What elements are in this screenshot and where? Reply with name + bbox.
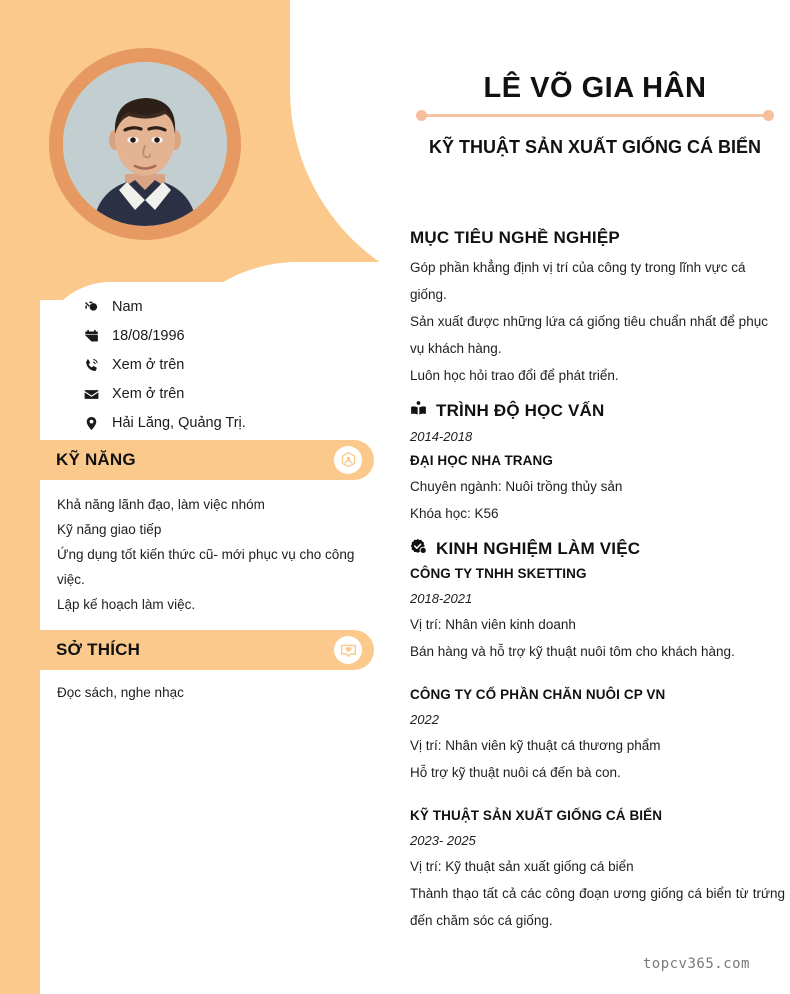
objective-line: Sản xuất được những lứa cá giống tiêu chuẩn nhất để phục vụ khách hàng. — [410, 314, 768, 356]
skills-line: Lập kế hoạch làm việc. — [57, 597, 196, 612]
location-icon — [80, 416, 102, 431]
entry-detail: Vị trí: Nhân viên kỹ thuật cá thương phẩm — [410, 738, 661, 753]
hobbies-line: Đọc sách, nghe nhạc — [57, 685, 184, 700]
entry-detail: Bán hàng và hỗ trợ kỹ thuật nuôi tôm cho khách hàng. — [410, 644, 735, 659]
section-header-hobbies — [40, 630, 374, 670]
avatar-ring — [49, 48, 241, 240]
section-title: KỸ NĂNG — [56, 450, 136, 469]
entry-date: 2014-2018 — [410, 429, 473, 444]
contact-list — [80, 293, 246, 438]
heart-chat-icon — [334, 636, 362, 664]
phone-icon — [80, 358, 102, 373]
skills-body — [57, 492, 372, 617]
page-title: LÊ VÕ GIA HÂN — [483, 72, 707, 104]
entry-detail: Vị trí: Kỹ thuật sản xuất giống cá biển — [410, 859, 634, 874]
section-title: MỤC TIÊU NGHỀ NGHIỆP — [410, 228, 620, 247]
contact-value: Xem ở trên — [112, 386, 185, 403]
avatar — [63, 62, 227, 226]
experience-entry — [410, 562, 785, 665]
watermark: topcv365.com — [642, 956, 750, 972]
contact-value: 18/08/1996 — [112, 328, 185, 345]
divider-bar — [421, 114, 769, 117]
entry-organization: ĐẠI HỌC NHA TRANG — [410, 453, 553, 468]
job-title: KỸ THUẬT SẢN XUẤT GIỐNG CÁ BIỂN — [428, 137, 761, 157]
divider-dot-left — [416, 110, 427, 121]
section-objective — [410, 228, 785, 389]
contact-value: Hải Lăng, Quảng Trị. — [112, 415, 246, 432]
divider-dot-right — [763, 110, 774, 121]
entry-detail: Khóa học: K56 — [410, 506, 499, 521]
skills-line: Khả năng lãnh đạo, làm việc nhóm — [57, 497, 265, 512]
objective-line: Góp phần khẳng định vị trí của công ty trong lĩnh vực cá giống. — [410, 260, 746, 302]
portrait-illustration — [63, 62, 227, 226]
section-education — [410, 400, 785, 527]
contact-value: Xem ở trên — [112, 357, 185, 374]
entry-detail: Hỗ trợ kỹ thuật nuôi cá đến bà con. — [410, 765, 621, 780]
contact-value: Nam — [112, 299, 143, 316]
entry-detail: Vị trí: Nhân viên kinh doanh — [410, 617, 576, 632]
entry-date: 2023- 2025 — [410, 833, 476, 848]
education-entry — [410, 424, 785, 527]
contact-item-dob — [80, 322, 246, 351]
section-title: KINH NGHIỆM LÀM VIỆC — [436, 539, 641, 558]
section-experience — [410, 538, 785, 934]
entry-date: 2018-2021 — [410, 591, 473, 606]
entry-detail: Chuyên ngành: Nuôi trồng thủy sản — [410, 479, 623, 494]
contact-item-location — [80, 409, 246, 438]
hobbies-body — [57, 680, 372, 705]
entry-detail: Thành thạo tất cả các công đoạn ương giống cá biển từ trứng đến chăm sóc cá giống. — [410, 886, 785, 928]
education-book-person-icon — [410, 400, 427, 422]
section-header-education — [410, 400, 785, 422]
email-icon — [80, 387, 102, 402]
entry-date: 2022 — [410, 712, 439, 727]
contact-item-gender — [80, 293, 246, 322]
contact-item-phone — [80, 351, 246, 380]
badge-check-icon — [410, 538, 427, 560]
section-title: TRÌNH ĐỘ HỌC VẤN — [436, 401, 605, 420]
experience-entry — [410, 683, 785, 786]
section-header-experience — [410, 538, 785, 560]
entry-organization: CÔNG TY TNHH SKETTING — [410, 566, 587, 581]
title-divider — [416, 110, 774, 120]
skills-line: Ứng dụng tốt kiến thức cũ- mới phục vụ cho công việc. — [57, 547, 355, 587]
skills-gear-person-icon — [334, 446, 362, 474]
skills-line: Kỹ năng giao tiếp — [57, 522, 162, 537]
right-column — [400, 0, 790, 994]
contact-item-email — [80, 380, 246, 409]
section-header-skills — [40, 440, 374, 480]
gender-icon — [80, 300, 102, 315]
objective-body — [410, 254, 785, 389]
calendar-icon — [80, 329, 102, 344]
objective-line: Luôn học hỏi trao đổi để phát triển. — [410, 368, 619, 383]
experience-entry — [410, 804, 785, 934]
entry-organization: CÔNG TY CỔ PHẦN CHĂN NUÔI CP VN — [410, 687, 666, 702]
entry-organization: KỸ THUẬT SẢN XUẤT GIỐNG CÁ BIỂN — [410, 808, 663, 823]
section-title: SỞ THÍCH — [56, 640, 141, 659]
